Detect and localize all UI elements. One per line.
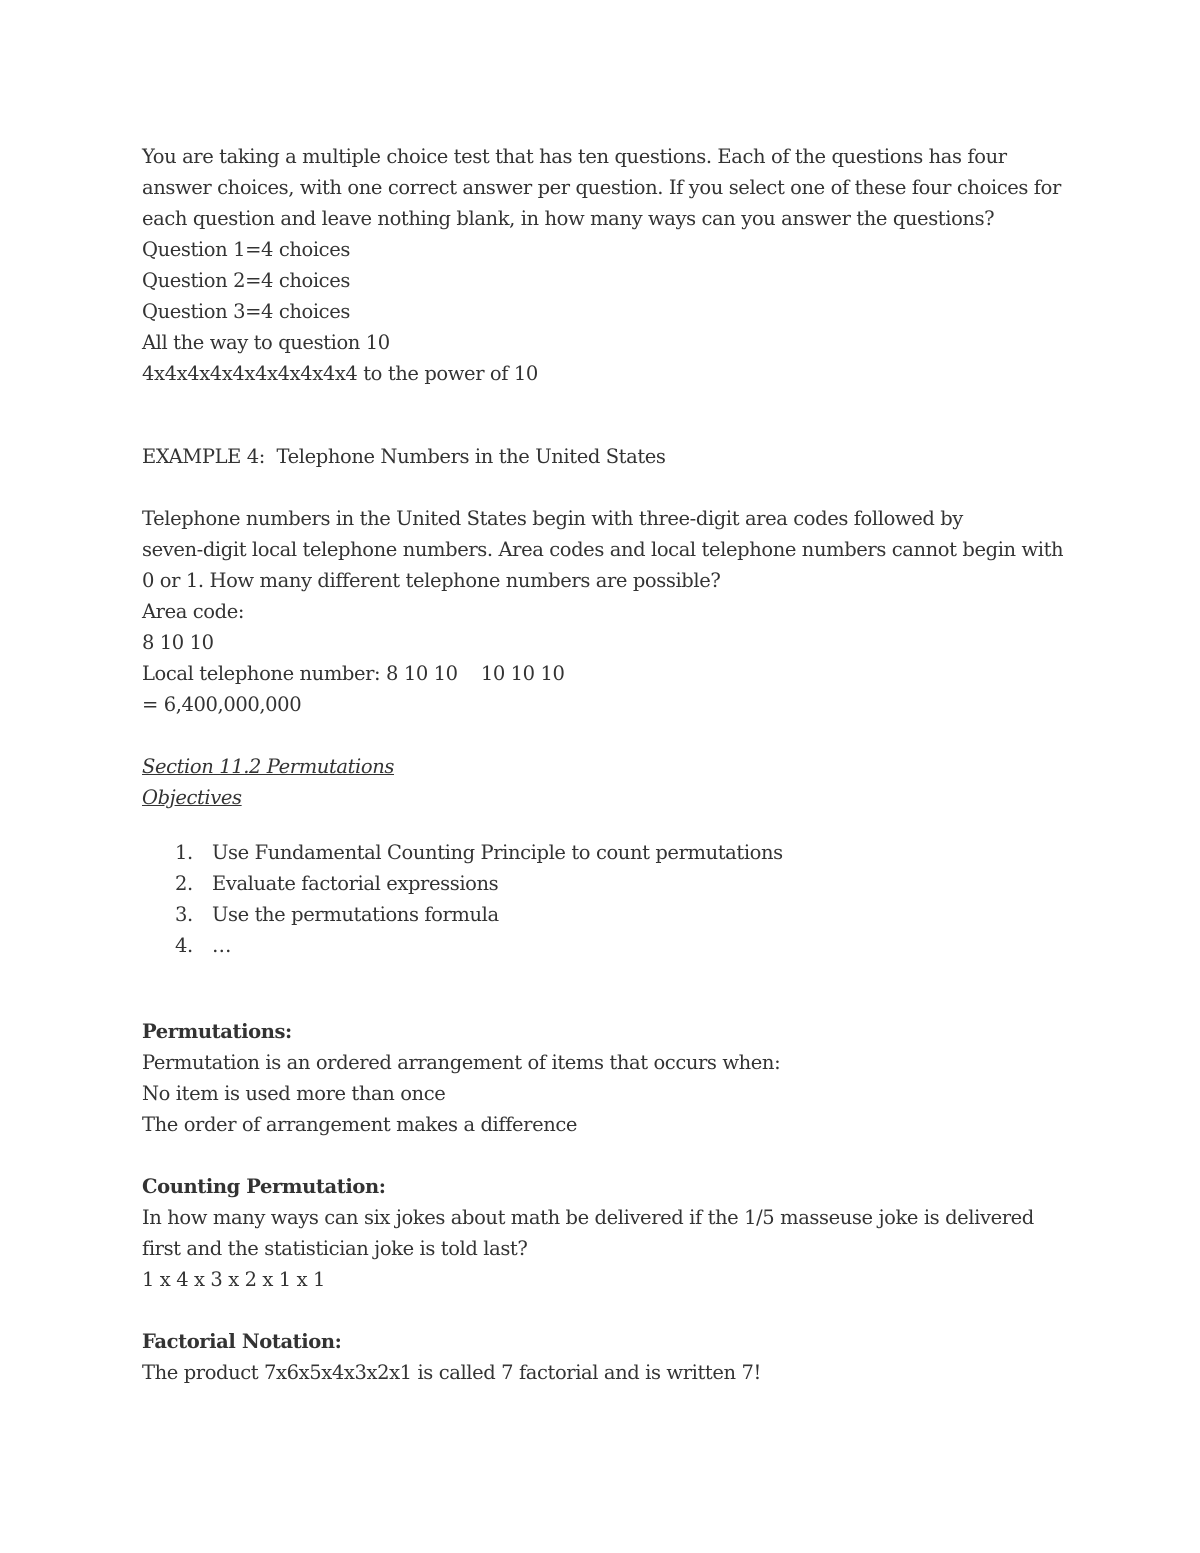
objectives-list	[142, 837, 1072, 961]
objective-number: 1.	[175, 841, 193, 864]
spacer	[142, 1140, 1072, 1171]
factorial-notation-heading: Factorial Notation:	[142, 1330, 342, 1353]
section-title: Section 11.2 Permutations	[142, 755, 395, 778]
example-4-line: Area code:	[142, 600, 245, 623]
objectives-label: Objectives	[142, 786, 242, 809]
problem-line: You are taking a multiple choice test that has ten questions. Each of the questions has four	[142, 145, 1007, 168]
example-4-line: 8 10 10	[142, 631, 214, 654]
objective-number: 4.	[175, 934, 193, 957]
counting-permutation-line: 1 x 4 x 3 x 2 x 1 x 1	[142, 1268, 326, 1291]
spacer	[142, 961, 1072, 1016]
permutations-line: Permutation is an ordered arrangement of items that occurs when:	[142, 1051, 781, 1074]
objective-item	[142, 868, 1072, 899]
problem-block	[142, 141, 1072, 389]
permutations-heading: Permutations:	[142, 1020, 292, 1043]
spacer	[142, 472, 1072, 503]
spacer	[142, 813, 1072, 837]
objective-text: Use Fundamental Counting Principle to count permutations	[212, 841, 783, 864]
example-4-line: seven-digit local telephone numbers. Area codes and local telephone numbers cannot begin with	[142, 538, 1064, 561]
counting-permutation-block	[142, 1171, 1072, 1295]
example-4-title: EXAMPLE 4: Telephone Numbers in the United States	[142, 445, 666, 468]
objective-number: 2.	[175, 872, 193, 895]
spacer	[142, 720, 1072, 751]
objective-text: …	[212, 934, 232, 957]
objective-item	[142, 930, 1072, 961]
objective-text: Evaluate factorial expressions	[212, 872, 499, 895]
problem-line: Question 2=4 choices	[142, 269, 350, 292]
counting-permutation-line: In how many ways can six jokes about math be delivered if the 1/5 masseuse joke is delivered	[142, 1206, 1034, 1229]
document-body	[142, 141, 1072, 1388]
problem-line: each question and leave nothing blank, in how many ways can you answer the questions?	[142, 207, 995, 230]
problem-line: Question 3=4 choices	[142, 300, 350, 323]
objective-item	[142, 837, 1072, 868]
spacer	[142, 420, 1072, 441]
permutations-block	[142, 1016, 1072, 1140]
problem-line: 4x4x4x4x4x4x4x4x4x4 to the power of 10	[142, 362, 538, 385]
spacer	[142, 1295, 1072, 1326]
problem-line: Question 1=4 choices	[142, 238, 350, 261]
counting-permutation-line: first and the statistician joke is told last?	[142, 1237, 528, 1260]
example-4-line: Telephone numbers in the United States begin with three-digit area codes followed by	[142, 507, 963, 530]
objective-item	[142, 899, 1072, 930]
example-4-line: 0 or 1. How many different telephone numbers are possible?	[142, 569, 721, 592]
factorial-notation-line: The product 7x6x5x4x3x2x1 is called 7 factorial and is written 7!	[142, 1361, 761, 1384]
example-4-line: = 6,400,000,000	[142, 693, 302, 716]
factorial-notation-block	[142, 1326, 1072, 1388]
spacer	[142, 389, 1072, 420]
permutations-line: The order of arrangement makes a difference	[142, 1113, 578, 1136]
section-block	[142, 751, 1072, 961]
problem-line: answer choices, with one correct answer per question. If you select one of these four choices for	[142, 176, 1061, 199]
example-4-block	[142, 441, 1072, 720]
objective-text: Use the permutations formula	[212, 903, 499, 926]
objective-number: 3.	[175, 903, 193, 926]
permutations-line: No item is used more than once	[142, 1082, 446, 1105]
counting-permutation-heading: Counting Permutation:	[142, 1175, 386, 1198]
problem-line: All the way to question 10	[142, 331, 390, 354]
example-4-line: Local telephone number: 8 10 10 10 10 10	[142, 662, 565, 685]
